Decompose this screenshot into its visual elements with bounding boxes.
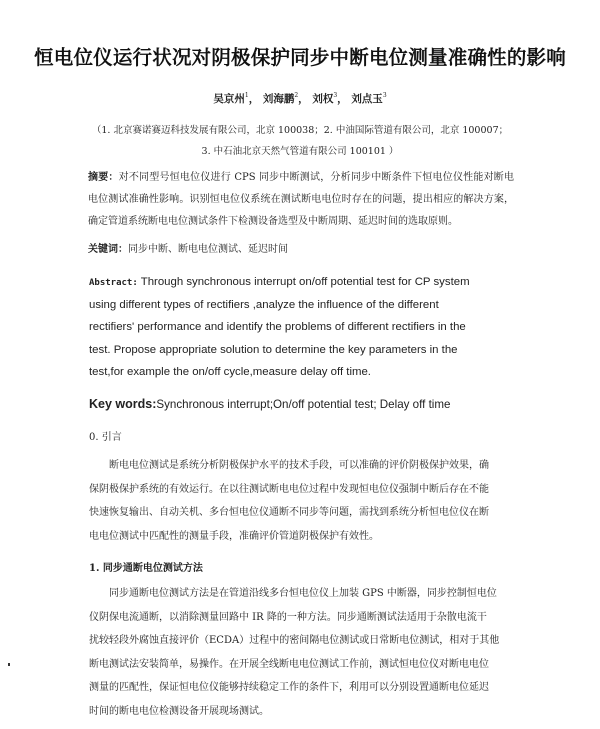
author-affil-mark: 3 <box>382 92 387 99</box>
paper-title: 恒电位仪运行状况对阴极保护同步中断电位测量准确性的影响 <box>34 46 566 69</box>
chinese-abstract <box>88 167 514 233</box>
paragraph-line: 测量的匹配性，保证恒电位仪能够持续稳定工作的条件下，利用可以分别设置通断电位延迟 <box>89 682 489 693</box>
english-abstract-text: Through synchronous interrupt on/off potential test for CP system <box>137 276 470 288</box>
english-abstract-label: Abstract: <box>89 278 138 288</box>
author-name: 刘海鹏 <box>262 93 295 105</box>
paragraph-line: 时间的断电电位检测设备开展现场测试。 <box>89 705 269 717</box>
paragraph-line: 快速恢复输出、自动关机、多台恒电位仪通断不同步等问题，需找到系统分析恒电位仪在断 <box>89 507 489 518</box>
introduction-paragraph <box>89 454 517 548</box>
paragraph-line: 保阴极保护系统的有效运行。在以往测试断电电位过程中发现恒电位仪强制中断后存在不能 <box>89 483 489 495</box>
english-abstract-line <box>89 271 519 294</box>
author-affil-mark: 1 <box>244 92 249 99</box>
chinese-keywords-label: 关键词： <box>88 244 128 255</box>
english-keywords <box>89 397 450 411</box>
method-paragraph <box>89 582 517 723</box>
paragraph-line: 仪阴保电流通断，以消除测量回路中 IR 降的一种方法。同步通断测试法适用于杂散电流干 <box>89 611 487 623</box>
author-name: 刘权 <box>312 93 334 105</box>
english-keywords-label: Key words: <box>89 397 157 411</box>
chinese-abstract-text: 对不同型号恒电位仪进行 CPS 同步中断测试，分析同步中断条件下恒电位仪性能对断电电位测试准确性影响。识别恒电位仪系统在测试断电电位时存在的问题，提出相应的解决方案，确定管道系统断电电位测试条件下检测设备选型及中断周期、延迟时间的选取原则。 <box>88 172 515 227</box>
chinese-keywords-text: 同步中断、断电电位测试、延迟时间 <box>128 244 288 255</box>
section-heading-method: 1. 同步通断电位测试方法 <box>89 563 203 574</box>
chinese-abstract-label: 摘要： <box>88 172 119 183</box>
scan-artifact <box>8 663 10 666</box>
author-separator: ， <box>337 93 348 105</box>
english-abstract <box>89 271 519 383</box>
author-name: 刘点玉 <box>351 93 383 105</box>
author-affil-mark: 2 <box>294 92 299 99</box>
author-name: 吴京州 <box>213 93 245 105</box>
paragraph-line: 同步通断电位测试方法是在管道沿线多台恒电位仪上加装 GPS 中断器，同步控制恒电位 <box>109 588 497 599</box>
english-abstract-line: test,for example the on/off cycle,measure delay off time. <box>89 365 371 378</box>
affiliation-line-2: 3. 中石油北京天然气管道有限公司 100101 ） <box>201 146 399 157</box>
author-separator: ， <box>298 93 309 105</box>
author-list <box>0 91 600 106</box>
paragraph-line: 扰较轻段外腐蚀直接评价（ECDA）过程中的密间隔电位测试或日常断电位测试，相对于其他 <box>89 635 500 646</box>
paragraph-line: 电电位测试中匹配性的测量手段，准确评价管道阴极保护有效性。 <box>89 530 379 542</box>
english-keywords-text: Synchronous interrupt;On/off potential test; Delay off time <box>156 398 451 411</box>
section-heading-introduction: 0. 引言 <box>89 432 122 443</box>
english-abstract-line: rectifiers' performance and identify the problems of different rectifiers in the <box>89 321 466 334</box>
affiliation-line-1: （1. 北京赛诺赛迈科技发展有限公司，北京 100038；2. 中油国际管道有限公司，北京 100007； <box>91 125 509 136</box>
english-abstract-line: using different types of rectifiers ,analyze the influence of the different <box>89 299 439 312</box>
author-separator: ， <box>248 93 260 105</box>
paragraph-line: 断电测试法安装简单，易操作。在开展全线断电电位测试工作前，测试恒电位仪对断电电位 <box>89 658 489 670</box>
author-affil-mark: 3 <box>333 92 338 99</box>
paragraph-line: 断电电位测试是系统分析阴极保护水平的技术手段，可以准确的评价阴极保护效果，确 <box>109 460 489 471</box>
english-abstract-line: test. Propose appropriate solution to determine the key parameters in the <box>89 343 458 356</box>
chinese-keywords <box>88 239 514 261</box>
